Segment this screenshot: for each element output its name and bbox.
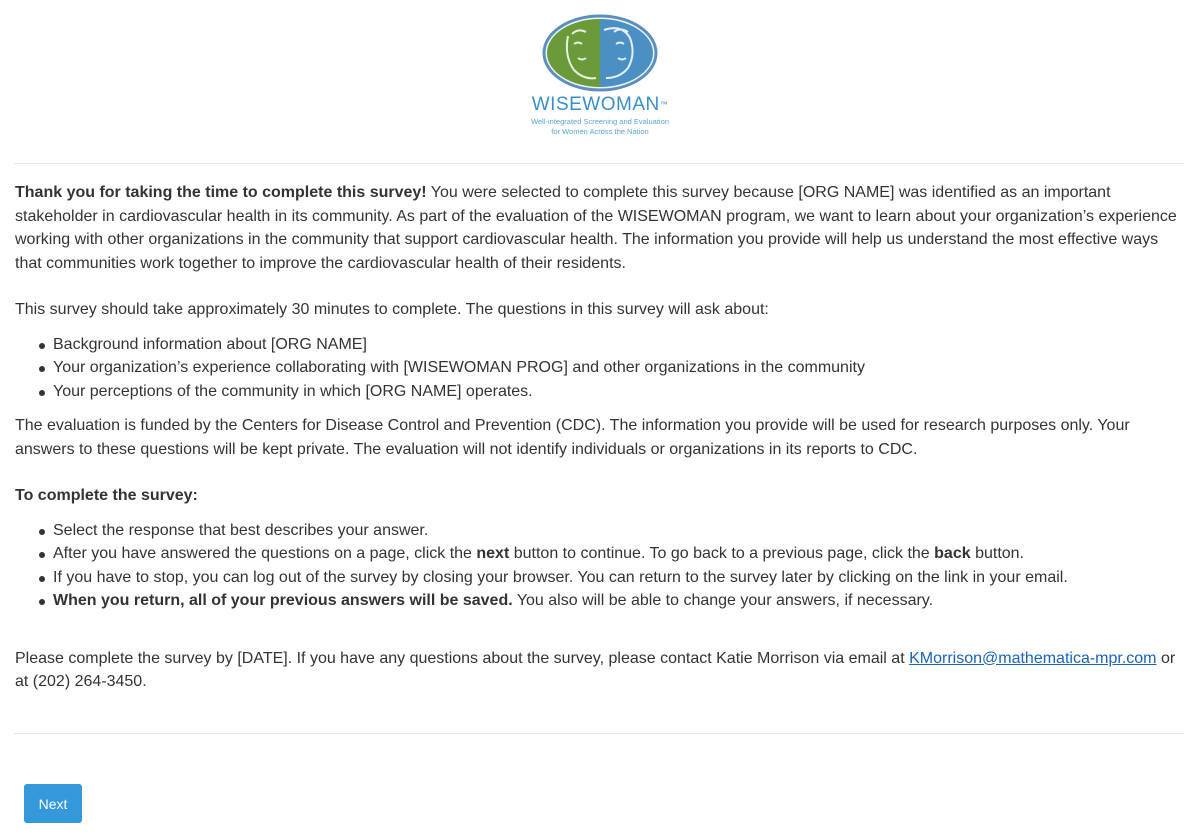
- list-item: Background information about [ORG NAME]: [53, 333, 1185, 357]
- logo-wordmark: [520, 94, 680, 116]
- instruction-text: button to continue. To go back to a previous page, click the: [509, 545, 935, 562]
- faces-logo-icon: [542, 14, 658, 92]
- logo-tagline-line2: for Women Across the Nation: [551, 126, 649, 136]
- contact-email-link[interactable]: KMorrison@mathematica-mpr.com: [909, 649, 1157, 667]
- instruction-saved-note: When you return, all of your previous answers will be saved.: [53, 592, 513, 609]
- instructions-heading: [15, 484, 1185, 508]
- survey-intro-content: [15, 181, 1185, 694]
- next-button[interactable]: Next: [24, 784, 82, 823]
- contact-text: Please complete the survey by [DATE]. If you have any questions about the survey, please contact Katie Morrison via email at: [15, 649, 910, 667]
- contact-phone-text: or at (202) 264-3450.: [15, 649, 1176, 690]
- header-divider: [14, 163, 1184, 164]
- instruction-next-keyword: next: [476, 545, 510, 562]
- footer-divider: [14, 733, 1184, 734]
- wisewoman-logo: [520, 14, 680, 149]
- contact-paragraph: [15, 647, 1185, 694]
- logo-tagline: [520, 117, 680, 136]
- instructions-list: [15, 519, 1185, 613]
- list-item: [53, 589, 1185, 613]
- list-item: Your organization’s experience collaborating with [WISEWOMAN PROG] and other organizations in the community: [53, 356, 1185, 380]
- duration-paragraph: This survey should take approximately 30 minutes to complete. The questions in this survey will ask about:: [15, 301, 769, 318]
- intro-paragraph: [15, 181, 1185, 275]
- instructions-heading-text: To complete the survey:: [15, 487, 198, 504]
- logo-tagline-line1: Well-integrated Screening and Evaluation: [531, 117, 669, 126]
- logo-trademark: ™: [659, 100, 669, 109]
- list-item: If you have to stop, you can log out of the survey by closing your browser. You can return to the survey later by clicking on the link in your email.: [53, 566, 1185, 590]
- intro-body: You were selected to complete this survey because [ORG NAME] was identified as an important stakeholder in cardiovascular health in its community. As part of the evaluation of the WISEWOMAN program, we want to learn about your organization’s experience working with other organizations in the community that support cardiovascular health. The information you provide will help us understand the most effective ways that communities work together to improve the cardiovascular health of their residents.: [15, 184, 1177, 272]
- instruction-text: button.: [970, 545, 1024, 562]
- logo-name-text: WISEWOMAN: [531, 94, 660, 115]
- instruction-back-keyword: back: [934, 545, 971, 562]
- instruction-text: After you have answered the questions on a page, click the: [53, 545, 477, 562]
- instruction-text: You also will be able to change your answers, if necessary.: [512, 592, 934, 609]
- list-item: Select the response that best describes your answer.: [53, 519, 1185, 543]
- list-item: Your perceptions of the community in which [ORG NAME] operates.: [53, 380, 1185, 404]
- list-item: [53, 542, 1185, 566]
- intro-lead: Thank you for taking the time to complete this survey!: [15, 184, 427, 201]
- topics-list: [15, 333, 1185, 404]
- funding-paragraph: The evaluation is funded by the Centers for Disease Control and Prevention (CDC). The information you provide will be used for research purposes only. Your answers to these questions will be kept private. The evaluation will not identify individuals or organizations in its reports to CDC.: [15, 417, 1130, 458]
